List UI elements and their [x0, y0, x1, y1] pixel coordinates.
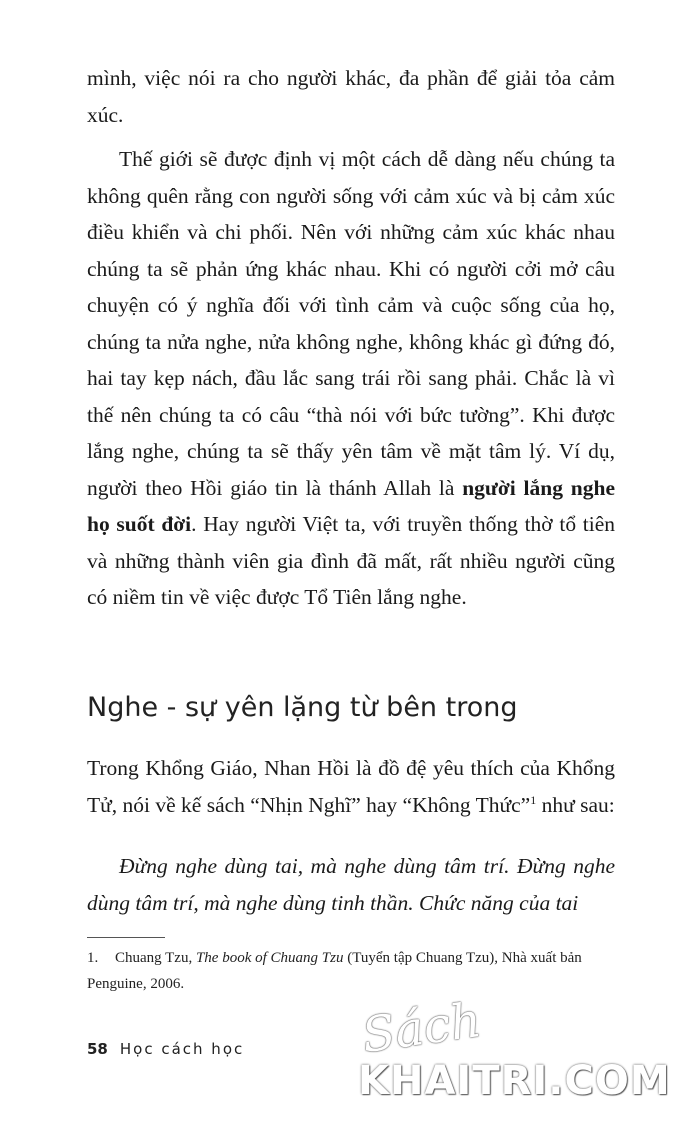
footnote-rest: (Tuyển tập Chuang Tzu), Nhà xuất bản Penguine, 2006. [87, 950, 582, 992]
paragraph-text [87, 141, 615, 616]
paragraph-confucius [87, 750, 615, 823]
page-footer [87, 1040, 244, 1058]
watermark-logo: KHAITRI.COM [358, 1058, 671, 1104]
text-span: như sau: [536, 792, 615, 817]
paragraph-text: mình, việc nói ra cho người khác, đa phần để giải tỏa cảm xúc. [87, 66, 615, 127]
footnote-number: 1. [87, 950, 99, 966]
paragraph-emotions [87, 141, 615, 616]
footnote-divider [87, 937, 165, 938]
quote-text: Đừng nghe dùng tai, mà nghe dùng tâm trí. Đừng nghe dùng tâm trí, mà nghe dùng tinh thần. Chức năng của tai [87, 854, 615, 915]
bold-phrase: người lắng nghe họ suốt đời [87, 475, 615, 536]
paragraph-continuation [87, 60, 615, 133]
running-title: Học cách học [119, 1040, 245, 1058]
footnote [87, 945, 615, 997]
text-span: Trong Khổng Giáo, Nhan Hồi là đồ đệ yêu thích của Khổng Tử, nói về kế sách “Nhịn Nghĩ” hay “Không Thức” [87, 756, 615, 817]
footnote-marker[interactable]: 1 [530, 792, 537, 807]
paragraph-text [87, 750, 615, 823]
text-span: . Hay người Việt ta, với truyền thống thờ tổ tiên và những thành viên gia đình đã mất, rất nhiều người cũng có niềm tin về việc được Tổ Tiên lắng nghe. [87, 512, 615, 609]
section-heading: Nghe - sự yên lặng từ bên trong [87, 692, 518, 723]
paragraph-quote [87, 848, 615, 921]
footnote-author: Chuang Tzu, [115, 950, 196, 966]
page-number: 58 [87, 1040, 108, 1058]
text-span: Thế giới sẽ được định vị một cách dễ dàng nếu chúng ta không quên rằng con người sống với cảm xúc và bị cảm xúc điều khiển và chi phối. Nên với những cảm xúc khác nhau chúng ta sẽ phản ứng khác nhau. Khi có người cởi mở câu chuyện có ý nghĩa đối với tình cảm và cuộc sống của họ, chúng ta nửa nghe, nửa không nghe, không khác gì đứng đó, hai tay kẹp nách, đầu lắc sang trái rồi sang phải. Chắc là vì thế nên chúng ta có câu “thà nói với bức tường”. Khi được lắng nghe, chúng ta sẽ thấy yên tâm về mặt tâm lý. Ví dụ, người theo Hồi giáo tin là thánh Allah là [87, 147, 615, 500]
footnote-book-title: The book of Chuang Tzu [195, 950, 344, 966]
watermark-script: Sách [358, 991, 485, 1065]
